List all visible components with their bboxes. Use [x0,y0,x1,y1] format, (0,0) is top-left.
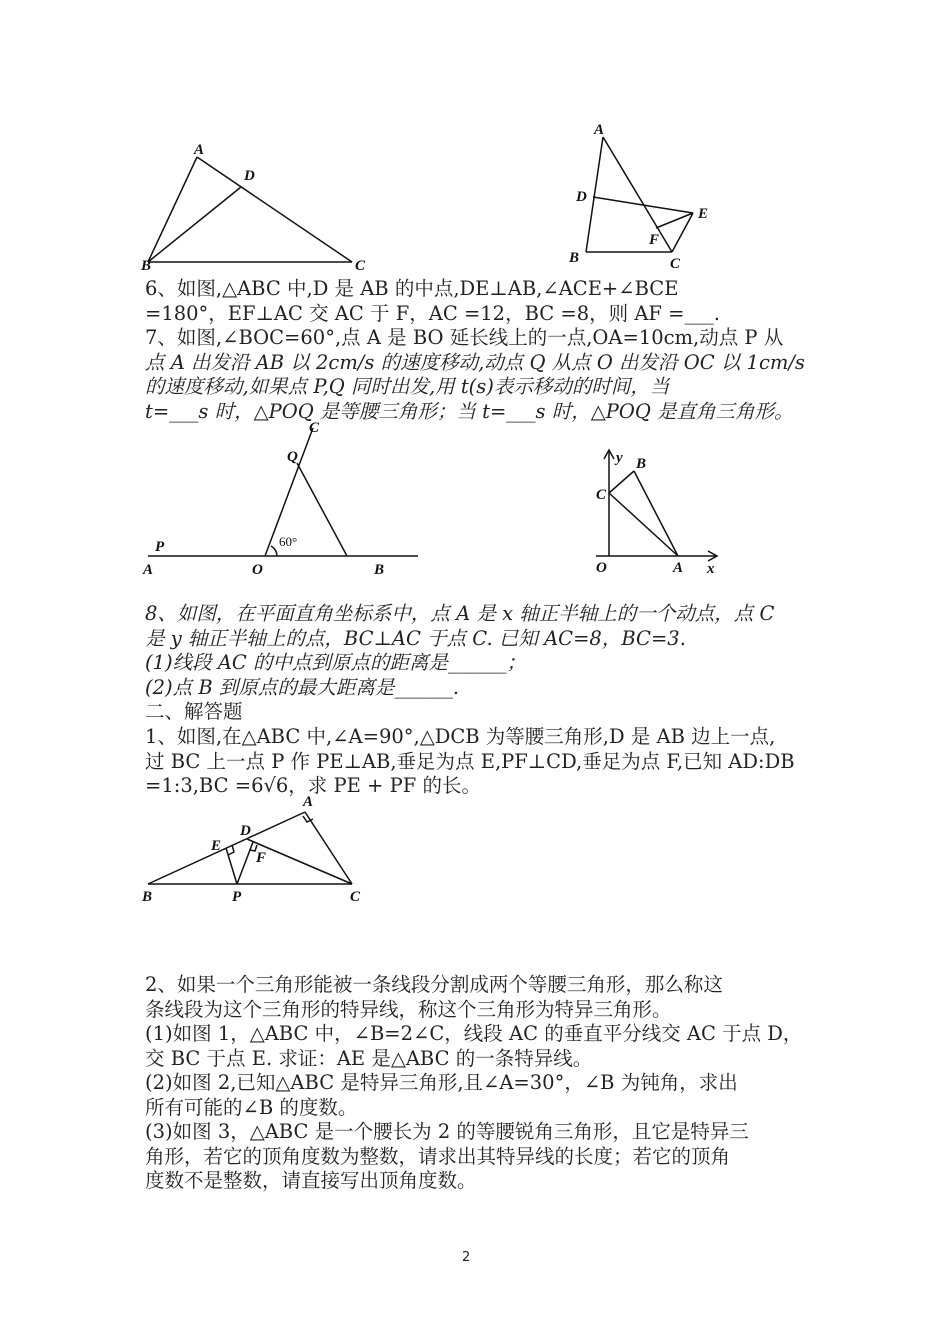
s2-line-5: (2)如图 2,已知△ABC 是特异三角形,且∠A=30°，∠B 为钝角，求出 [145,1071,738,1094]
s2-line-2: 条线段为这个三角形的特异线，称这个三角形为特异三角形。 [145,998,672,1021]
label-c: C [309,420,320,436]
label-c: C [596,487,607,503]
label-f: F [649,232,660,248]
label-f: F [256,850,267,866]
q7-lines [148,428,418,556]
label-a: A [303,794,314,810]
label-c: C [355,258,366,274]
q8-line-4: (2)点 B 到原点的最大距离是______. [145,676,460,699]
s2-line-7: (3)如图 3，△ABC 是一个腰长为 2 的等腰锐角三角形，且它是特异三 [145,1120,749,1143]
s2-line-6: 所有可能的∠B 的度数。 [145,1096,358,1119]
label-q: Q [287,449,298,465]
q7-line-1: 7、如图,∠BOC=60°,点 A 是 BO 延长线上的一点,OA=10cm,动点 P 从 [145,326,784,349]
label-e: E [698,206,709,222]
triangle-abc-q6-left [148,157,352,262]
s1-lines [148,812,352,884]
label-b: B [569,250,580,266]
q7-line-3: 的速度移动,如果点 P,Q 同时出发,用 t(s)表示移动的时间，当 [145,375,670,398]
label-p: P [155,539,165,555]
q8-line-3: (1)线段 AC 的中点到原点的距离是______； [145,651,527,674]
q7-line-4: t=___s 时，△POQ 是等腰三角形；当 t=___s 时，△POQ 是直角三角形。 [145,400,794,423]
axes [596,450,717,561]
page-number: 2 [462,1250,471,1265]
s2-line-1: 2、如果一个三角形能被一条线段分割成两个等腰三角形，那么称这 [145,973,723,996]
label-x: x [707,561,715,577]
label-d: D [576,189,587,205]
q7-line-2: 点 A 出发沿 AB 以 2cm/s 的速度移动,动点 Q 从点 O 出发沿 OC 以 1cm/s [145,351,805,374]
label-a: A [594,122,605,138]
s1-line-2: 过 BC 上一点 P 作 PE⊥AB,垂足为点 E,PF⊥CD,垂足为点 F,已知 AD:DB [145,750,795,773]
label-o: O [596,560,607,576]
s2-line-4: 交 BC 于点 E. 求证：AE 是△ABC 的一条特异线。 [145,1047,593,1070]
triangle-abc-q6-right [586,137,693,252]
label-e: E [211,838,222,854]
label-d: D [244,168,255,184]
s1-line-3: =1:3,BC =6√6，求 PE + PF 的长。 [145,774,481,797]
label-c: C [350,889,361,905]
s2-line-8: 角形，若它的顶角度数为整数，请求出其特异线的长度；若它的顶角 [145,1145,731,1168]
label-b: B [142,889,153,905]
triangle-abc-q8 [609,471,678,556]
label-b: B [636,456,647,472]
label-b: B [374,562,385,578]
q6-line-2: =180°，EF⊥AC 交 AC 于 F，AC =12，BC =8，则 AF =___. [145,302,720,325]
label-p: P [232,889,242,905]
s1-line-1: 1、如图,在△ABC 中,∠A=90°,△DCB 为等腰三角形,D 是 AB 边上一点, [145,725,776,748]
label-d: D [240,823,251,839]
label-a: A [143,562,154,578]
angle-label: 60° [279,534,298,549]
q8-line-1: 8、如图，在平面直角坐标系中，点 A 是 x 轴正半轴上的一个动点，点 C [145,602,775,625]
label-a: A [673,560,684,576]
section-heading-2: 二、解答题 [145,700,243,723]
s2-line-9: 度数不是整数，请直接写出顶角度数。 [145,1169,477,1192]
label-a: A [194,142,205,158]
label-o: O [252,562,263,578]
s2-line-3: (1)如图 1，△ABC 中，∠B=2∠C，线段 AC 的垂直平分线交 AC 于点 D， [145,1022,803,1045]
label-y: y [616,450,623,466]
label-b: B [141,258,152,274]
q8-line-2: 是 y 轴正半轴上的点，BC⊥AC 于点 C. 已知 AC=8，BC=3. [145,627,686,650]
label-c: C [670,256,681,272]
q6-line-1: 6、如图,△ABC 中,D 是 AB 的中点,DE⊥AB,∠ACE+∠BCE [145,277,679,300]
